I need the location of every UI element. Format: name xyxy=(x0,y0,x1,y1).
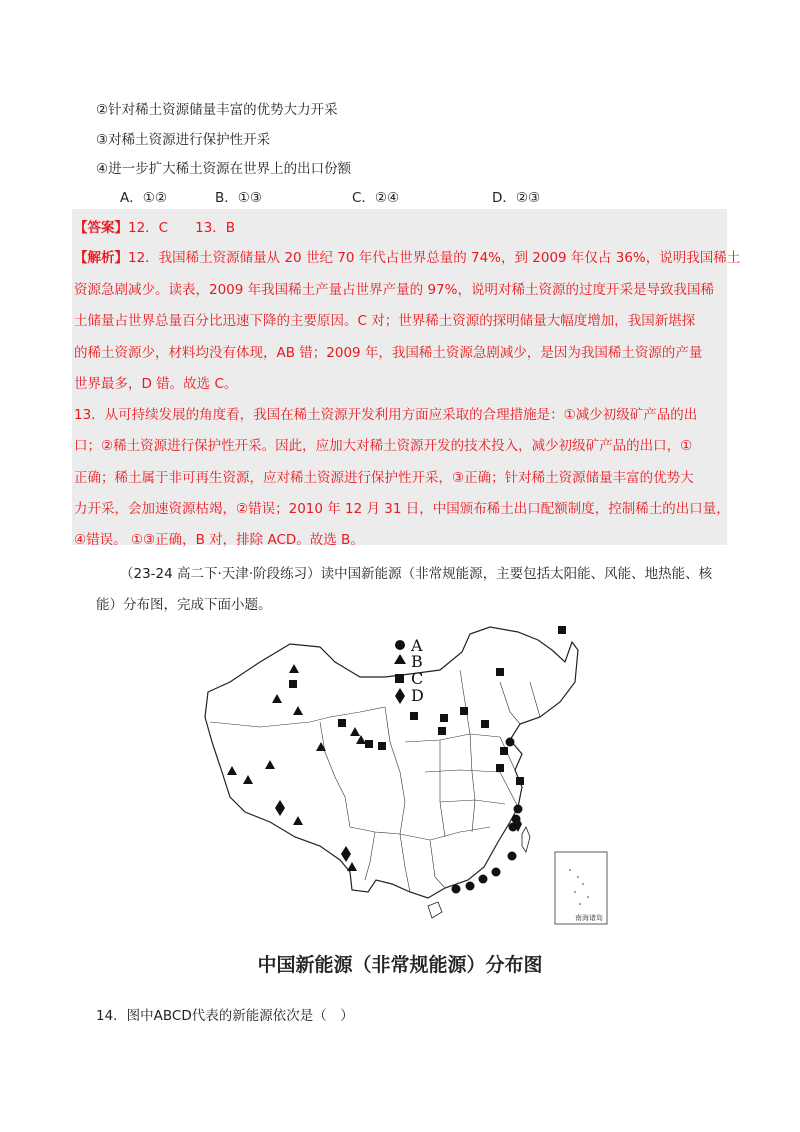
legend-d-label: D xyxy=(411,686,424,705)
choice-c: C．②④ xyxy=(352,190,400,206)
taiwan-shape xyxy=(522,827,530,852)
china-energy-map xyxy=(200,622,620,942)
analysis-line-6: 13．从可持续发展的角度看，我国在稀土资源开发利用方面应采取的合理措施是：①减少初级矿产品的出 xyxy=(74,407,698,423)
analysis-line-10: ④错误。 ①③正确，B 对，排除 ACD。故选 B。 xyxy=(74,532,364,548)
inset-islands xyxy=(569,869,589,905)
map-caption: 中国新能源（非常规能源）分布图 xyxy=(257,954,543,976)
analysis-label: 【解析】 xyxy=(74,250,128,266)
map-markers-b xyxy=(227,664,366,871)
china-outline xyxy=(205,627,578,898)
legend-d-symbol xyxy=(395,688,405,704)
legend-a-symbol xyxy=(395,640,405,650)
analysis-line-3: 土储量占世界总量百分比迅速下降的主要原因。C 对；世界稀土资源的探明储量大幅度增加，我国新堪探 xyxy=(74,313,696,329)
question-intro-line-1: （23-24 高二下·天津·阶段练习）读中国新能源（非常规能源，主要包括太阳能、风能、地热能、核 xyxy=(120,566,713,582)
option-3: ③对稀土资源进行保护性开采 xyxy=(96,132,271,148)
analysis-line-8: 正确；稀土属于非可再生资源，应对稀土资源进行保护性开采，③正确；针对稀土资源储量丰富的优势大 xyxy=(74,470,694,486)
legend-c-label: C xyxy=(411,669,424,688)
map-legend xyxy=(394,636,424,705)
analysis-line-5: 世界最多，D 错。故选 C。 xyxy=(74,376,238,392)
hainan-shape xyxy=(428,902,442,918)
map-markers-a xyxy=(452,738,523,894)
answer-text: 12．C 13．B xyxy=(128,220,236,236)
option-4: ④进一步扩大稀土资源在世界上的出口份额 xyxy=(96,161,352,177)
map-markers-d xyxy=(275,800,522,862)
answer-line xyxy=(74,216,235,236)
choice-d: D．②③ xyxy=(492,190,541,206)
analysis-line-9: 力开采，会加速资源枯竭，②错误；2010 年 12 月 31 日，中国颁布稀土出口配额制度，控制稀土的出口量， xyxy=(74,501,730,517)
inset-label: 南海诸岛 xyxy=(575,914,603,922)
china-map-svg xyxy=(200,622,620,942)
analysis-line-7: 口；②稀土资源进行保护性开采。因此，应加大对稀土资源开发的技术投入，减少初级矿产品的出口，① xyxy=(74,438,693,454)
analysis-line-2: 资源急剧减少。读表，2009 年我国稀土产量占世界产量的 97%，说明对稀土资源的过度开采是导致我国稀 xyxy=(74,282,714,298)
question-14: 14．图中ABCD代表的新能源依次是（ ） xyxy=(96,1008,354,1024)
choice-b: B．①③ xyxy=(215,190,262,206)
legend-a-label: A xyxy=(411,636,423,655)
legend-c-symbol xyxy=(395,674,404,683)
map-markers-c xyxy=(289,626,566,785)
choice-a: A．①② xyxy=(120,190,167,206)
answer-label: 【答案】 xyxy=(74,220,128,236)
analysis-line-4: 的稀土资源少，材料均没有体现，AB 错；2009 年，我国稀土资源急剧减少，是因为我国稀土资源的产量 xyxy=(74,345,703,361)
option-2: ②针对稀土资源储量丰富的优势大力开采 xyxy=(96,102,338,118)
analysis-line-1: 【解析】12．我国稀土资源储量从 20 世纪 70 年代占世界总量的 74%，到 2009 年仅占 36%，说明我国稀土 xyxy=(74,250,741,266)
legend-b-symbol xyxy=(394,654,406,664)
province-lines xyxy=(210,670,540,892)
question-intro-line-2: 能）分布图，完成下面小题。 xyxy=(96,597,272,613)
legend-b-label: B xyxy=(411,652,423,671)
